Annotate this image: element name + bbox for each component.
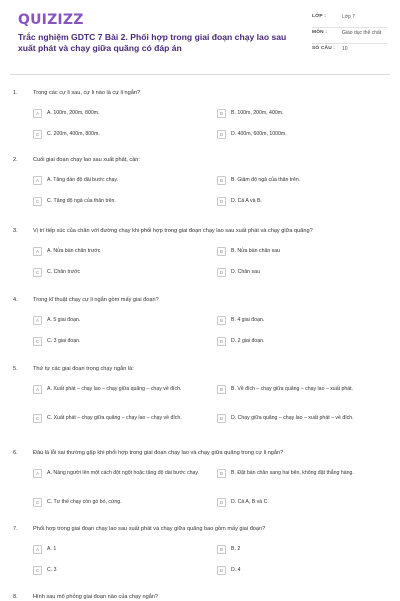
option-c[interactable]: [33, 197, 203, 206]
option-text: D. 400m, 600m, 1000m.: [231, 131, 287, 137]
meta-key: MÔN :: [312, 30, 328, 35]
option-c[interactable]: [33, 566, 203, 575]
option-letter-box: C: [33, 337, 42, 346]
option-text: C. Xuất phát – chạy giữa quãng – chạy lao – chạy về đích.: [47, 415, 182, 421]
option-letter-box: D: [217, 337, 226, 346]
option-text: B. Giảm độ ngả của thân trên.: [231, 177, 301, 183]
meta-table: [312, 12, 388, 59]
option-letter-box: B: [217, 247, 226, 256]
option-text: B. 100m, 200m, 400m.: [231, 110, 284, 116]
question-number: 5.: [13, 366, 18, 372]
option-text: C. Chân trước: [47, 269, 81, 275]
option-a[interactable]: [33, 247, 203, 256]
option-text: A. Nửa bàn chân trước: [47, 248, 101, 254]
question-number: 7.: [13, 526, 18, 532]
option-b[interactable]: [217, 316, 387, 325]
option-a[interactable]: [33, 385, 203, 394]
option-letter-box: D: [217, 414, 226, 423]
option-d[interactable]: [217, 414, 387, 423]
option-letter-box: C: [33, 414, 42, 423]
meta-value: Giáo dục thể chất: [342, 30, 382, 36]
question-number: 2.: [13, 157, 18, 163]
option-letter-box: D: [217, 498, 226, 507]
option-letter-box: A: [33, 247, 42, 256]
option-text: D. Chạy giữa quãng – chạy lao – xuất phát – về đích.: [231, 415, 354, 421]
option-a[interactable]: [33, 109, 203, 118]
option-b[interactable]: [217, 545, 387, 554]
meta-value: 10: [342, 46, 348, 52]
option-text: C. Tăng độ ngả của thân trên.: [47, 198, 116, 204]
question-text: Vị trí tiếp xúc của chân với đường chạy khi phối hợp trong giai đoạn chạy lao sau xuất phát và chạy giữa quãng?: [33, 228, 313, 234]
option-text: C. 3 giai đoạn.: [47, 338, 81, 344]
question-number: 1.: [13, 90, 18, 96]
option-a[interactable]: [33, 176, 203, 185]
quizizz-logo: QUIZIZZ: [18, 12, 84, 28]
option-letter-box: D: [217, 268, 226, 277]
option-letter-box: C: [33, 498, 42, 507]
option-letter-box: D: [217, 130, 226, 139]
question-text: Cuối giai đoạn chạy lao sau xuất phát, cần:: [33, 157, 140, 163]
option-d[interactable]: [217, 498, 387, 507]
option-text: A. Tăng dần độ dài bước chạy.: [47, 177, 118, 183]
option-letter-box: B: [217, 469, 226, 478]
option-text: B. Về đích – chạy giữa quãng – chạy lao – xuất phát.: [231, 386, 354, 392]
meta-key: SỐ CÂU :: [312, 46, 336, 51]
question-text: Trong kĩ thuật chạy cự li ngắn gồm mấy giai đoạn?: [33, 297, 159, 303]
option-b[interactable]: [217, 109, 387, 118]
option-letter-box: A: [33, 469, 42, 478]
option-a[interactable]: [33, 545, 203, 554]
question-number: 4.: [13, 297, 18, 303]
option-d[interactable]: [217, 130, 387, 139]
question-number: 8.: [13, 594, 18, 600]
option-letter-box: B: [217, 109, 226, 118]
option-text: B. 2: [231, 546, 241, 552]
option-letter-box: B: [217, 176, 226, 185]
option-b[interactable]: [217, 176, 387, 185]
question-text: Thứ tự các giai đoạn trong chạy ngắn là:: [33, 366, 134, 372]
option-letter-box: A: [33, 545, 42, 554]
option-text: B. Nửa bàn chân sau: [231, 248, 281, 254]
question-text: Đâu là lỗi sai thường gặp khi phối hợp trong giai đoạn chạy lao và chạy giữa quãng trong cự li ngắn?: [33, 450, 284, 456]
option-b[interactable]: [217, 247, 387, 256]
option-c[interactable]: [33, 130, 203, 139]
meta-row-count: [312, 44, 388, 59]
question-number: 3.: [13, 228, 18, 234]
option-b[interactable]: [217, 385, 387, 394]
option-letter-box: C: [33, 130, 42, 139]
option-letter-box: A: [33, 385, 42, 394]
option-c[interactable]: [33, 414, 203, 423]
option-letter-box: C: [33, 566, 42, 575]
option-d[interactable]: [217, 566, 387, 575]
option-text: B. 4 giai đoạn.: [231, 317, 265, 323]
meta-key: LỚP :: [312, 14, 327, 19]
meta-row-class: [312, 12, 388, 28]
option-text: A. 5 giai đoạn.: [47, 317, 81, 323]
option-letter-box: A: [33, 176, 42, 185]
option-text: D. Cả A và B.: [231, 198, 262, 204]
option-c[interactable]: [33, 268, 203, 277]
option-c[interactable]: [33, 337, 203, 346]
option-text: D. 2 giai đoạn.: [231, 338, 265, 344]
question-text: Phối hợp trong giai đoạn chạy lao sau xuất phát và chạy giữa quãng bao gồm mấy giai đoạn?: [33, 526, 266, 532]
document-title: Trắc nghiệm GDTC 7 Bài 2. Phối hợp trong giai đoạn chạy lao sau xuất phát và chạy giữa quãng có đáp án: [18, 32, 287, 53]
meta-row-subject: [312, 28, 388, 44]
option-d[interactable]: [217, 337, 387, 346]
option-c[interactable]: [33, 498, 203, 507]
option-d[interactable]: [217, 197, 387, 206]
option-a[interactable]: [33, 316, 203, 325]
option-text: C. Tư thế chạy còn gò bó, cứng.: [47, 499, 122, 505]
option-letter-box: B: [217, 316, 226, 325]
option-letter-box: D: [217, 566, 226, 575]
option-text: D. 4: [231, 567, 241, 573]
option-text: A. Nâng người lên một cách đột ngột hoặc tăng độ dài bước chạy.: [47, 470, 200, 476]
option-text: B. Đặt bàn chân sang hai bên, không đặt thẳng hàng.: [231, 470, 354, 476]
question-number: 6.: [13, 450, 18, 456]
option-letter-box: B: [217, 385, 226, 394]
option-text: A. Xuất phát – chạy lao – chạy giữa quãng – chạy về đích.: [47, 386, 182, 392]
option-text: C. 200m, 400m, 800m.: [47, 131, 100, 137]
option-a[interactable]: [33, 469, 203, 478]
option-text: D. Cả A, B và C.: [231, 499, 269, 505]
option-b[interactable]: [217, 469, 387, 478]
option-letter-box: A: [33, 316, 42, 325]
option-letter-box: B: [217, 545, 226, 554]
option-letter-box: C: [33, 268, 42, 277]
option-letter-box: D: [217, 197, 226, 206]
option-text: D. Chân sau: [231, 269, 260, 275]
option-text: A. 1: [47, 546, 57, 552]
option-d[interactable]: [217, 268, 387, 277]
meta-value: Lớp 7: [342, 14, 356, 20]
option-letter-box: A: [33, 109, 42, 118]
option-text: C. 3: [47, 567, 57, 573]
header-divider: [10, 74, 390, 75]
option-letter-box: C: [33, 197, 42, 206]
question-text: Trong các cự li sau, cự li nào là cự li ngắn?: [33, 90, 141, 96]
option-text: A. 100m, 200m, 800m.: [47, 110, 100, 116]
question-text: Hình sau mô phỏng giai đoạn nào của chạy ngắn?: [33, 594, 159, 600]
